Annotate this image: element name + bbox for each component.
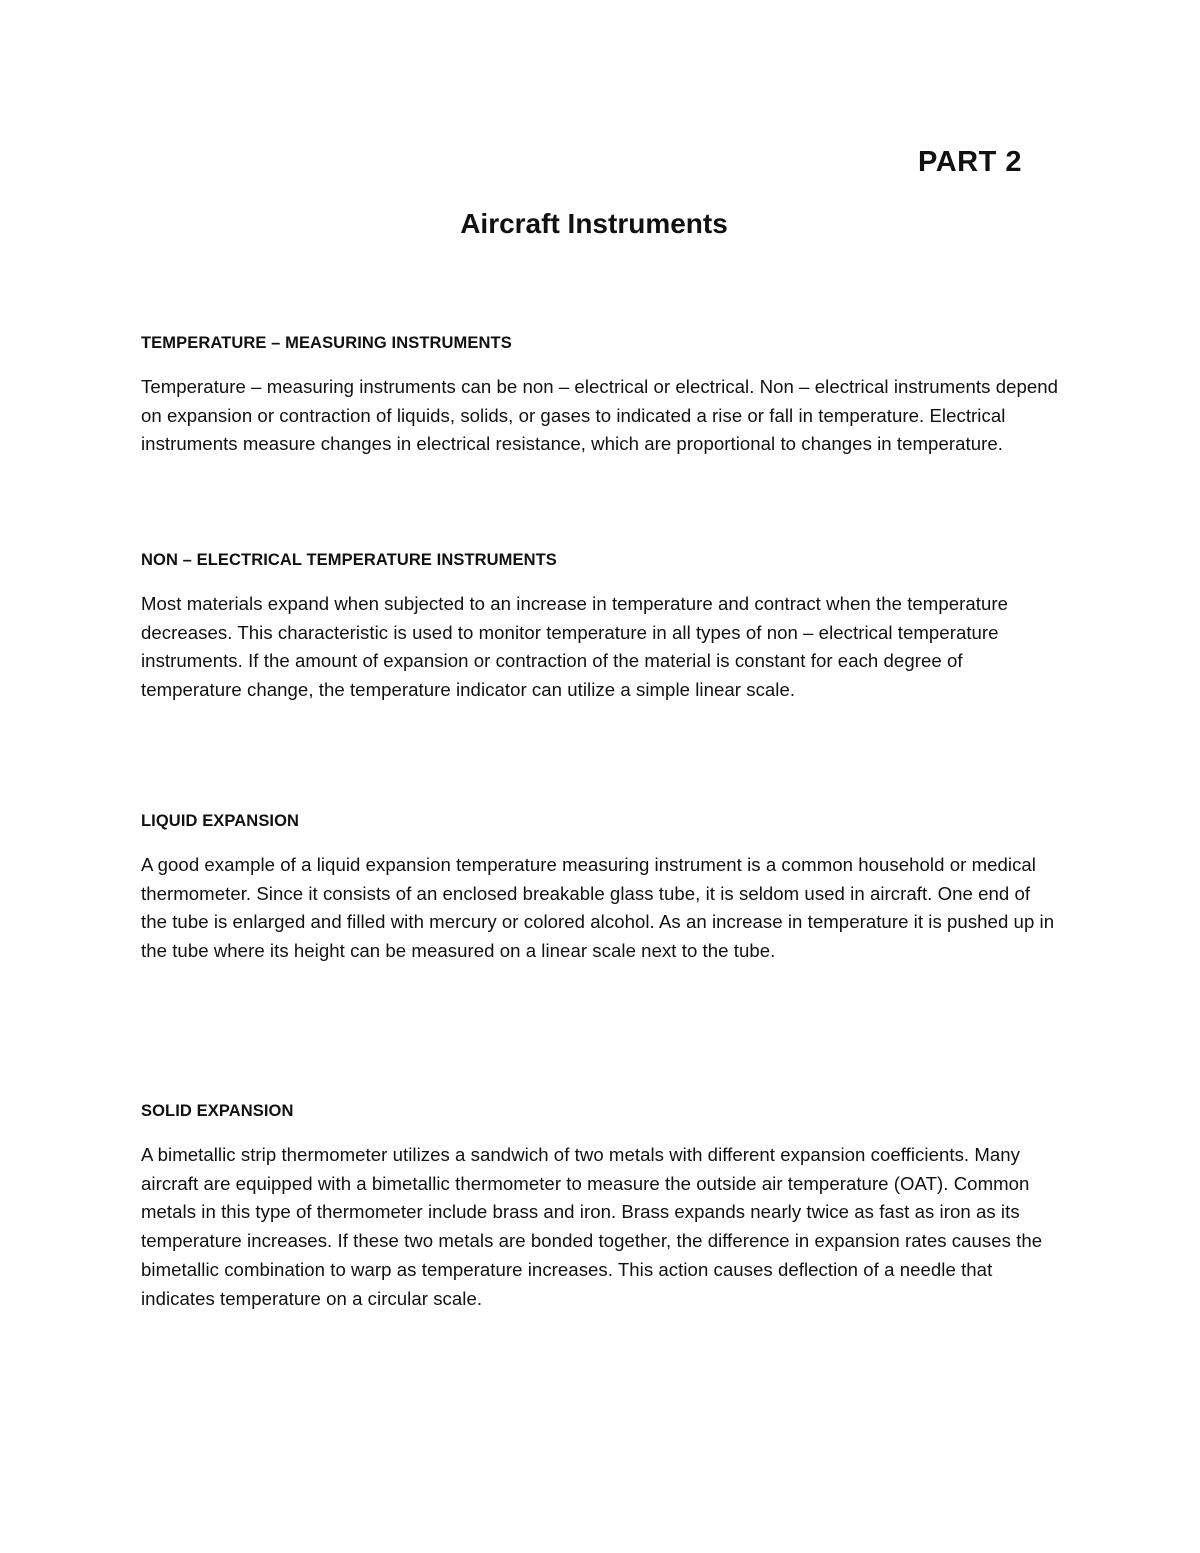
document-title: Aircraft Instruments bbox=[460, 208, 728, 239]
section-heading: TEMPERATURE – MEASURING INSTRUMENTS bbox=[141, 334, 512, 352]
section-heading: LIQUID EXPANSION bbox=[141, 812, 300, 830]
section-body: A bimetallic strip thermometer utilizes a sandwich of two metals with different expansion coefficients. Many aircraft are equipped with a bimetallic thermometer to measure the outside air temperature (OAT). Common metals in this type of thermometer include brass and iron. Brass expands nearly twice as fast as iron as its temperature increases. If these two metals are bonded together, the difference in expansion rates causes the bimetallic combination to warp as temperature increases. This action causes deflection of a needle that indicates temperature on a circular scale. bbox=[141, 1144, 1043, 1309]
section-liquid-expansion bbox=[141, 811, 1061, 966]
section-heading: NON – ELECTRICAL TEMPERATURE INSTRUMENTS bbox=[141, 551, 557, 569]
section-body: A good example of a liquid expansion temperature measuring instrument is a common household or medical thermometer. Since it consists of an enclosed breakable glass tube, it is seldom used in aircraft. One end of the tube is enlarged and filled with mercury or colored alcohol. As an increase in temperature it is pushed up in the tube where its height can be measured on a linear scale next to the tube. bbox=[141, 854, 1055, 962]
section-non-electrical-temperature-instruments bbox=[141, 550, 1061, 705]
section-solid-expansion bbox=[141, 1101, 1061, 1313]
section-temperature-measuring-instruments bbox=[141, 333, 1061, 459]
section-heading: SOLID EXPANSION bbox=[141, 1102, 294, 1120]
section-body: Most materials expand when subjected to an increase in temperature and contract when the temperature decreases. This characteristic is used to monitor temperature in all types of non – electrical temperature instruments. If the amount of expansion or contraction of the material is constant for each degree of temperature change, the temperature indicator can utilize a simple linear scale. bbox=[141, 593, 1008, 701]
part-label: PART 2 bbox=[918, 146, 1022, 178]
section-body: Temperature – measuring instruments can be non – electrical or electrical. Non – electrical instruments depend on expansion or contraction of liquids, solids, or gases to indicated a rise or fall in temperature. Electrical instruments measure changes in electrical resistance, which are proportional to changes in temperature. bbox=[141, 376, 1059, 455]
